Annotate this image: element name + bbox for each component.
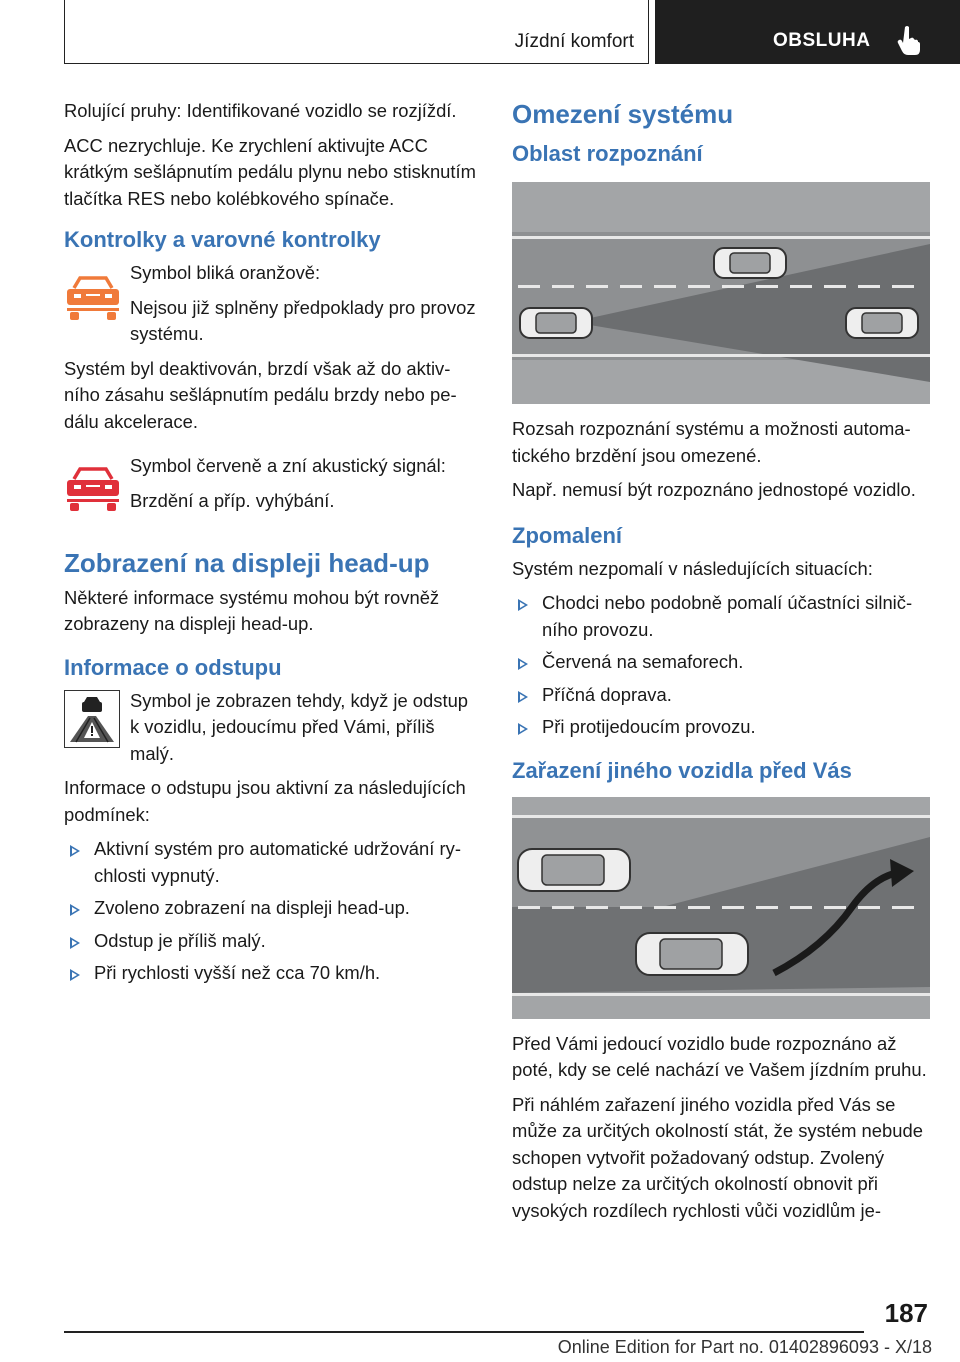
heading-limits: Omezení systému <box>512 99 734 129</box>
right-column <box>512 98 930 1232</box>
paragraph: Při náhlém zařazení jiného vozidla před Vás se může za určitých okolností stát, že systém nebude schopen vytvořit požadovaný odstup. Zvolený odstup nelze za určitých okolností obnovit při vysokých rozdílech rychlosti vůči vozidlům je- <box>512 1093 923 1221</box>
indicator-text: Nejsou již splněny předpoklady pro provoz systému. <box>130 296 476 344</box>
heading-cut-in: Zařazení jiného vozidla před Vás <box>512 757 852 783</box>
car-top-view <box>714 248 786 278</box>
cut-in-figure <box>512 797 930 1019</box>
header-section-box <box>64 0 649 64</box>
edition-note: Online Edition for Part no. 01402896093 - X/18 <box>557 1337 932 1357</box>
paragraph: ACC nezrychluje. Ke zrychlení aktivujte ACC krátkým sešlápnutím pedálu plynu nebo stisknutím tlačítka RES nebo kolébkového spínače. <box>64 134 476 209</box>
left-column <box>64 98 476 993</box>
car-warning-red-icon <box>64 465 122 517</box>
heading-indicators: Kontrolky a varovné kontrolky <box>64 227 381 252</box>
indicator-text: Brzdění a příp. vyhýbání. <box>130 489 335 511</box>
car-top-view <box>518 849 630 891</box>
hand-pointer-icon <box>896 25 922 55</box>
heading-headup: Zobrazení na displeji head-up <box>64 547 430 578</box>
paragraph: Před Vámi jedoucí vozidlo bude rozpoznáno až poté, kdy se celé nachází ve Vašem jízdním pruhu. <box>512 1032 927 1080</box>
list-item: Odstup je příliš malý. <box>64 928 476 955</box>
paragraph: Např. nemusí být rozpoznáno jednostopé vozidlo. <box>512 479 916 500</box>
header-chapter-title: OBSLUHA <box>773 30 871 51</box>
list-item: Zvoleno zobrazení na displeji head-up. <box>64 895 476 922</box>
headup-distance-icon <box>64 690 120 748</box>
indicator-orange-row <box>64 260 476 356</box>
conditions-list <box>64 836 476 987</box>
paragraph: Systém byl deaktivován, brzdí však až do aktivního zásahu sešlápnutím pedálu brzdy nebo pedálu akcelerace. <box>64 357 457 432</box>
indicator-distance-row <box>64 688 476 776</box>
list-item: Chodci nebo podobně pomalí účastníci silničního provozu. <box>512 590 930 643</box>
paragraph: Rozsah rozpoznání systému a možnosti automatického brzdění jsou omezené. <box>512 418 911 466</box>
list-item: Při rychlosti vyšší než cca 70 km/h. <box>64 960 476 987</box>
heading-distance-info: Informace o odstupu <box>64 654 282 680</box>
list-item: Příčná doprava. <box>512 682 930 709</box>
indicator-text: Symbol je zobrazen tehdy, když je odstup k vozidlu, jedoucímu před Vámi, příliš malý. <box>130 689 469 764</box>
header-section-title: Jízdní komfort <box>514 31 634 52</box>
indicator-text: Symbol bliká oranžově: <box>130 262 321 283</box>
header-chapter-tab <box>655 0 960 64</box>
paragraph: Některé informace systému mohou být rovněž zobrazeny na displeji head-up. <box>64 586 440 634</box>
page-number: 187 <box>884 1298 928 1328</box>
car-top-view <box>636 933 748 975</box>
detection-range-figure <box>512 182 930 404</box>
list-item: Červená na semaforech. <box>512 649 930 676</box>
paragraph: Informace o odstupu jsou aktivní za následujících podmínek: <box>64 777 466 825</box>
car-top-view <box>520 308 592 338</box>
car-top-view <box>846 308 918 338</box>
heading-detection-area: Oblast rozpoznání <box>512 141 703 166</box>
indicator-text: Symbol červeně a zní akustický signál: <box>130 455 446 476</box>
car-warning-orange-icon <box>64 274 122 326</box>
footer-divider <box>64 1331 864 1333</box>
paragraph: Rolující pruhy: Identifikované vozidlo se rozjíždí. <box>64 100 457 121</box>
heading-deceleration: Zpomalení <box>512 522 623 548</box>
situations-list <box>512 590 930 741</box>
list-item: Při protijedoucím provozu. <box>512 714 930 741</box>
paragraph: Systém nezpomalí v následujících situacích: <box>512 557 873 579</box>
indicator-red-row <box>64 453 476 525</box>
list-item: Aktivní systém pro automatické udržování rychlosti vypnutý. <box>64 836 476 889</box>
